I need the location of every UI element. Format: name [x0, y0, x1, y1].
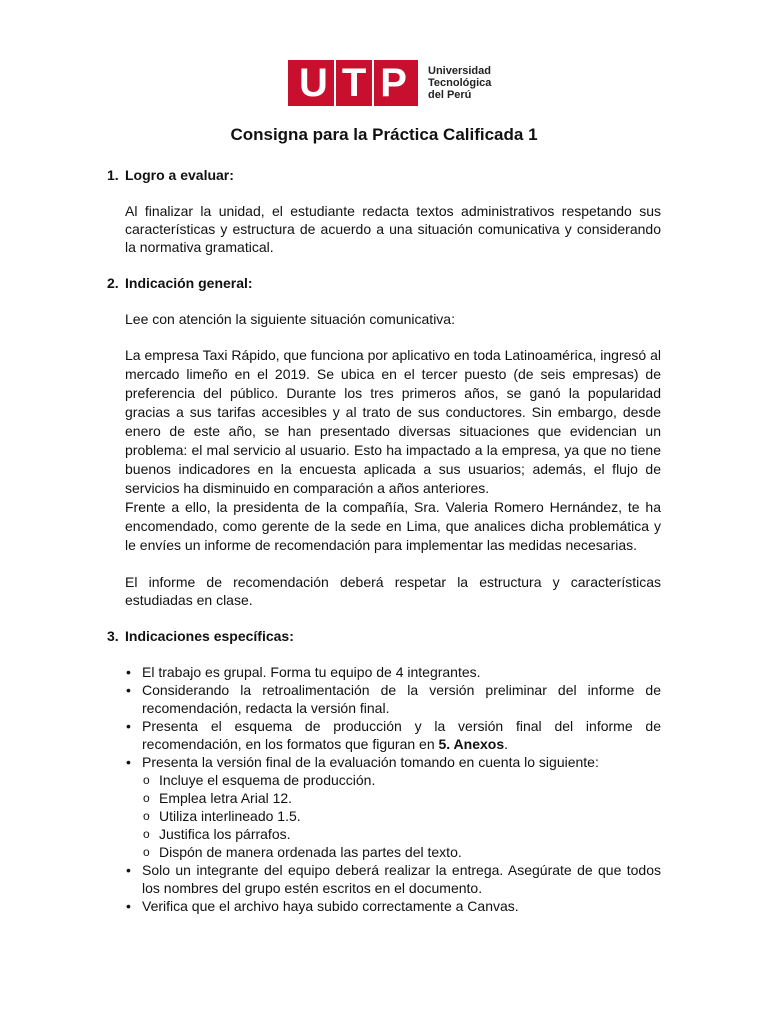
page-title: Consigna para la Práctica Calificada 1: [230, 125, 538, 144]
paragraph: Lee con atención la siguiente situación comunicativa:: [125, 311, 455, 327]
section-number: 3.: [107, 628, 119, 644]
logo-line-2: Tecnológica: [428, 77, 492, 89]
annex-reference: 5. Anexos: [438, 736, 505, 752]
section-number: 2.: [107, 275, 119, 291]
list-item-text: Presenta la versión final de la evaluación tomando en cuenta lo siguiente:: [142, 754, 599, 770]
logo-divider: [372, 60, 374, 106]
list-item: • El trabajo es grupal. Forma tu equipo de 4 integrantes.: [125, 663, 661, 681]
utp-logo: [288, 60, 491, 106]
paragraph: Al finalizar la unidad, el estudiante redacta textos administrativos respetando sus características y estructura de acuerdo a una situación comunicativa y considerando la normativa gramatical.: [125, 203, 661, 255]
section-number: 1.: [107, 167, 119, 183]
bullet-list: [125, 663, 661, 915]
section-heading: [107, 274, 661, 292]
sub-list: [142, 771, 661, 861]
list-item-text: Presenta el esquema de producción y la versión final del informe de recomendación, en los formatos que figuran en: [142, 718, 661, 752]
section-heading: [107, 166, 661, 184]
list-item: • Solo un integrante del equipo deberá realizar la entrega. Asegúrate de que todos los nombres del grupo estén escritos en el documento.: [125, 861, 661, 897]
sub-list-item: o Incluye el esquema de producción.: [142, 771, 661, 789]
logo-letter-t: T: [341, 61, 367, 105]
utp-logo-mark: [288, 60, 418, 106]
section-heading: [107, 627, 661, 645]
logo-letter-p: P: [380, 61, 407, 105]
logo-line-1: Universidad: [428, 65, 491, 77]
paragraph: La empresa Taxi Rápido, que funciona por aplicativo en toda Latinoamérica, ingresó al mercado limeño en el 2019. Se ubica en el tercer puesto (de seis empresas) de preferencia del público. Durante los tres primeros años, se ganó la popularidad gracias a sus tarifas accesibles y al trato de sus conductores. Sin embargo, desde enero de este año, se han presentado diversas situaciones que evidencian un problema: el mal servicio al usuario. Esto ha impactado a la empresa, ya que no tiene buenos indicadores en la encuesta aplicada a sus usuarios; además, el flujo de servicios ha disminuido en comparación a años anteriores.: [125, 347, 661, 496]
logo-wordmark: [428, 65, 491, 101]
section-title: Logro a evaluar:: [125, 167, 234, 183]
sub-list-item: o Utiliza interlineado 1.5.: [142, 807, 661, 825]
list-item: • Verifica que el archivo haya subido correctamente a Canvas.: [125, 897, 661, 915]
logo-letter-u: U: [298, 61, 328, 105]
section-title: Indicaciones específicas:: [125, 628, 294, 644]
sub-list-item: o Dispón de manera ordenada las partes del texto.: [142, 843, 661, 861]
sub-list-item: o Justifica los párrafos.: [142, 825, 661, 843]
paragraph: Frente a ello, la presidenta de la compañía, Sra. Valeria Romero Hernández, te ha encomendado, como gerente de la sede en Lima, que analices dicha problemática y le envíes un informe de recomendación para implementar las medidas necesarias.: [125, 499, 661, 553]
document-body: [107, 166, 661, 915]
list-item: [125, 753, 661, 861]
sub-list-item: o Emplea letra Arial 12.: [142, 789, 661, 807]
list-item-text: .: [504, 736, 509, 752]
section-title: Indicación general:: [125, 275, 253, 291]
logo-line-3: del Perú: [428, 89, 472, 101]
paragraph: El informe de recomendación deberá respetar la estructura y características estudiadas en clase.: [125, 574, 661, 608]
logo-divider: [334, 60, 336, 106]
list-item: [125, 717, 661, 753]
list-item: • Considerando la retroalimentación de la versión preliminar del informe de recomendación, redacta la versión final.: [125, 681, 661, 717]
